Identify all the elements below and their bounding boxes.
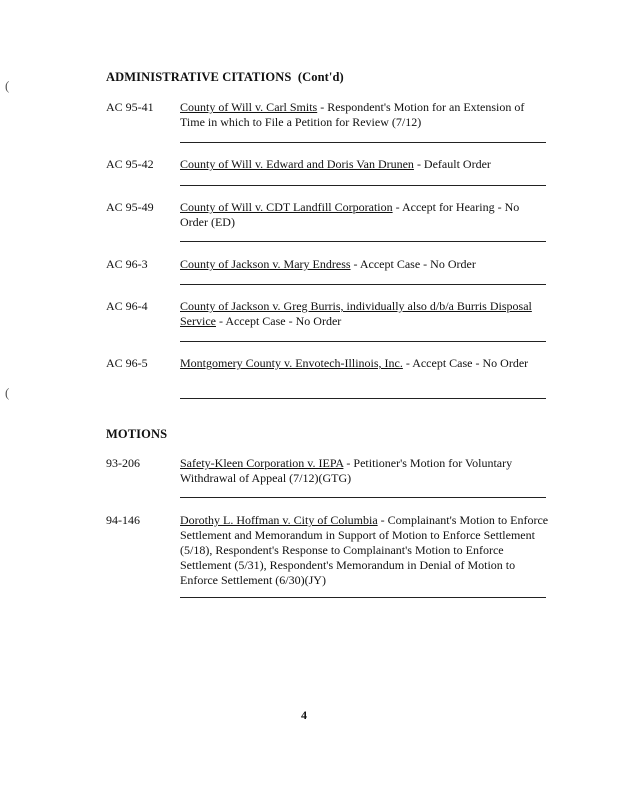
case-caption: County of Jackson v. Mary Endress [180,257,351,271]
docket-number: AC 96-5 [106,356,148,370]
case-action: - Respondent's Motion for an Extension of Time in which to File a Petition for Review (7/12) [180,100,525,129]
case-caption: County of Will v. Carl Smits [180,100,318,114]
docket-description [180,257,550,272]
docket-number: 93-206 [106,456,140,470]
separator-rule [180,185,546,186]
section-heading-administrative-citations [106,70,344,85]
case-caption: County of Jackson v. Greg Burris, individually also d/b/a Burris Disposal Service [180,299,532,328]
docket-number: AC 96-4 [106,299,148,313]
case-caption: Montgomery County v. Envotech-Illinois, Inc. [180,356,403,370]
separator-rule [180,284,546,285]
docket-number: AC 95-42 [106,157,154,171]
case-action: - Petitioner's Motion for Voluntary Withdrawal of Appeal (7/12)(GTG) [180,456,513,485]
section-heading-text: MOTIONS [106,427,168,441]
docket-description [180,299,550,329]
case-caption: Safety-Kleen Corporation v. IEPA [180,456,344,470]
case-action: - Complainant's Motion to Enforce Settlement and Memorandum in Support of Motion to Enforce Settlement (5/18), Respondent's Response to Complainant's Motion to Enforce Settlement (5/31), Respondent's Memorandum in Denial of Motion to Enforce Settlement (6/30)(JY) [180,513,549,587]
docket-description [180,513,550,588]
separator-rule [180,497,546,498]
docket-description [180,456,550,486]
docket-number: 94-146 [106,513,140,527]
separator-rule [180,241,546,242]
case-action: - Accept Case - No Order [215,314,342,328]
scan-mark: ( [5,385,10,400]
case-action: - Default Order [413,157,491,171]
scan-mark: ( [5,78,10,93]
separator-rule [180,142,546,143]
case-action: - Accept Case - No Order [350,257,476,271]
docket-description [180,356,550,371]
separator-rule [180,398,546,399]
docket-number: AC 95-49 [106,200,154,214]
separator-rule [180,597,546,598]
case-caption: County of Will v. Edward and Doris Van Drunen [180,157,414,171]
page-number: 4 [301,708,307,722]
section-heading-motions [106,427,167,442]
separator-rule [180,341,546,342]
docket-description [180,200,550,230]
docket-number: AC 96-3 [106,257,148,271]
case-caption: County of Will v. CDT Landfill Corporation [180,200,393,214]
case-action: - Accept Case - No Order [402,356,529,370]
case-caption: Dorothy L. Hoffman v. City of Columbia [180,513,378,527]
docket-description [180,100,550,130]
docket-description [180,157,550,172]
docket-number: AC 95-41 [106,100,154,114]
section-heading-suffix: (Cont'd) [297,70,344,84]
section-heading-text: ADMINISTRATIVE CITATIONS [106,70,292,84]
case-action: - Accept for Hearing - No Order (ED) [180,200,520,229]
